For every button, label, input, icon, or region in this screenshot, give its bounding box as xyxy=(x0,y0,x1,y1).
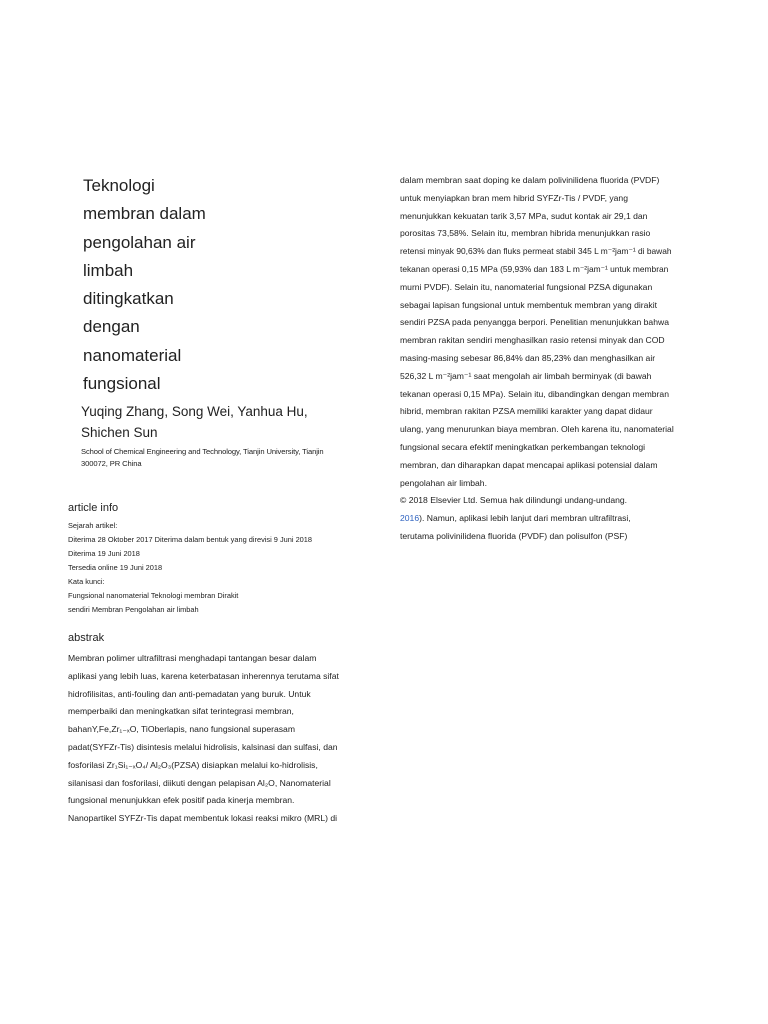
article-title xyxy=(83,172,313,398)
abstract-line: dalam membran saat doping ke dalam polivinilidena fluorida (PVDF) xyxy=(400,175,660,185)
abstract-line: Nanopartikel SYFZr-Tis dapat membentuk lokasi reaksi mikro (MRL) di xyxy=(68,813,338,824)
abstract-line: fungsional menunjukkan efek positif pada kinerja membran. xyxy=(68,795,295,806)
abstract-line: fosforilasi Zr₁Si₁₋ₓO₄/ Al₂O₃(PZSA) disiapkan melalui ko-hidrolisis, xyxy=(68,759,318,770)
abstract-line: ulang, yang menurunkan biaya membran. Oleh karena itu, nanomaterial xyxy=(400,424,674,435)
abstract-continuation xyxy=(400,172,700,546)
abstract-line: retensi minyak 90,63% dan fluks permeat stabil 345 L m⁻²jam⁻¹ di bawah xyxy=(400,246,672,257)
keywords-line: sendiri Membran Pengolahan air limbah xyxy=(68,605,199,614)
abstract-line: aplikasi yang lebih luas, karena keterbatasan inherennya terutama sifat xyxy=(68,670,339,681)
affiliation-line-2: 300072, PR China xyxy=(81,459,142,468)
title-line: Teknologi xyxy=(83,176,155,195)
abstract-line: tekanan operasi 0,15 MPa (59,93% dan 183 L m⁻²jam⁻¹ untuk membran xyxy=(400,263,669,274)
copyright-notice: © 2018 Elsevier Ltd. Semua hak dilindungi undang-undang. xyxy=(400,495,628,506)
title-line: membran dalam xyxy=(83,204,206,224)
citation-link[interactable]: 2016 xyxy=(400,513,420,524)
received-date: Diterima 28 Oktober 2017 Diterima dalam bentuk yang direvisi 9 Juni 2018 xyxy=(68,535,313,544)
abstract-line: sebagai lapisan fungsional untuk membentuk membran yang dirakit xyxy=(400,299,658,310)
abstract-line: pengolahan air limbah. xyxy=(400,477,487,488)
abstract-line: membran rakitan sendiri menghasilkan rasio retensi minyak dan COD xyxy=(400,335,665,346)
title-line: limbah xyxy=(83,260,134,280)
accepted-date: Diterima 19 Juni 2018 xyxy=(68,549,140,558)
authors-line-2: Shichen Sun xyxy=(81,425,158,440)
abstract-line: memperbaiki dan meningkatkan sifat terintegrasi membran, xyxy=(68,706,294,717)
body-text-line: terutama polivinilidena fluorida (PVDF) dan polisulfon (PSF) xyxy=(400,530,628,541)
title-line: pengolahan air xyxy=(83,232,196,252)
article-history-label: Sejarah artikel: xyxy=(68,521,118,530)
article-info-body xyxy=(68,519,388,617)
abstract-line: padat(SYFZr-Tis) disintesis melalui hidrolisis, kalsinasi dan sulfasi, dan xyxy=(68,741,338,752)
title-line: dengan xyxy=(83,317,140,337)
body-text-line xyxy=(400,510,700,528)
affiliation-line-1: School of Chemical Engineering and Technology, Tianjin University, Tianjin xyxy=(81,447,324,456)
keywords-line: Fungsional nanomaterial Teknologi membran Dirakit xyxy=(68,591,239,600)
abstract-line: hidrofilisitas, anti-fouling dan anti-pemadatan yang buruk. Untuk xyxy=(68,688,311,699)
abstract-line: silanisasi dan fosforilasi, diikuti dengan pelapisan Al₂O, Nanomaterial xyxy=(68,777,331,788)
online-date: Tersedia online 19 Juni 2018 xyxy=(68,563,163,572)
abstract-heading: abstrak xyxy=(68,632,105,644)
abstract-line: Membran polimer ultrafiltrasi menghadapi tantangan besar dalam xyxy=(68,653,317,663)
abstract-line: hibrid, membran rakitan PZSA memiliki karakter yang dapat didaur xyxy=(400,406,653,417)
abstract-body xyxy=(68,650,388,828)
title-line: fungsional xyxy=(83,374,161,394)
abstract-line: 526,32 L m⁻²jam⁻¹ saat mengolah air limbah berminyak (di bawah xyxy=(400,370,652,381)
abstract-line: tekanan operasi 0,15 MPa). Selain itu, dibandingkan dengan membran xyxy=(400,388,669,399)
article-info-heading: article info xyxy=(68,502,119,514)
abstract-line: sendiri PZSA pada penyangga berpori. Penelitian menunjukkan bahwa xyxy=(400,317,669,328)
abstract-line: murni PVDF). Selain itu, nanomaterial fungsional PZSA digunakan xyxy=(400,281,653,292)
title-line: nanomaterial xyxy=(83,345,182,365)
keywords-label: Kata kunci: xyxy=(68,577,105,586)
body-text: ). Namun, aplikasi lebih lanjut dari membran ultrafiltrasi, xyxy=(419,513,631,524)
abstract-line: porositas 73,58%. Selain itu, membran hibrida menunjukkan rasio xyxy=(400,228,651,239)
authors-line-1: Yuqing Zhang, Song Wei, Yanhua Hu, xyxy=(81,404,308,419)
affiliation xyxy=(81,446,381,470)
abstract-line: untuk menyiapkan bran mem hibrid SYFZr-Tis / PVDF, yang xyxy=(400,192,628,203)
abstract-line: masing-masing sebesar 86,84% dan 85,23% dan menghasilkan air xyxy=(400,352,656,363)
abstract-line: membran, dan diharapkan dapat mencapai aplikasi potensial dalam xyxy=(400,459,658,470)
title-line: ditingkatkan xyxy=(83,289,174,309)
abstract-line: bahanY,Fe,Zr₁₋ₓO, TiOberlapis, nano fungsional superasam xyxy=(68,724,295,735)
abstract-line: menunjukkan kekuatan tarik 3,57 MPa, sudut kontak air 29,1 dan xyxy=(400,210,648,221)
abstract-line: fungsional secara efektif meningkatkan perkembangan teknologi xyxy=(400,441,646,452)
author-list xyxy=(81,401,351,443)
